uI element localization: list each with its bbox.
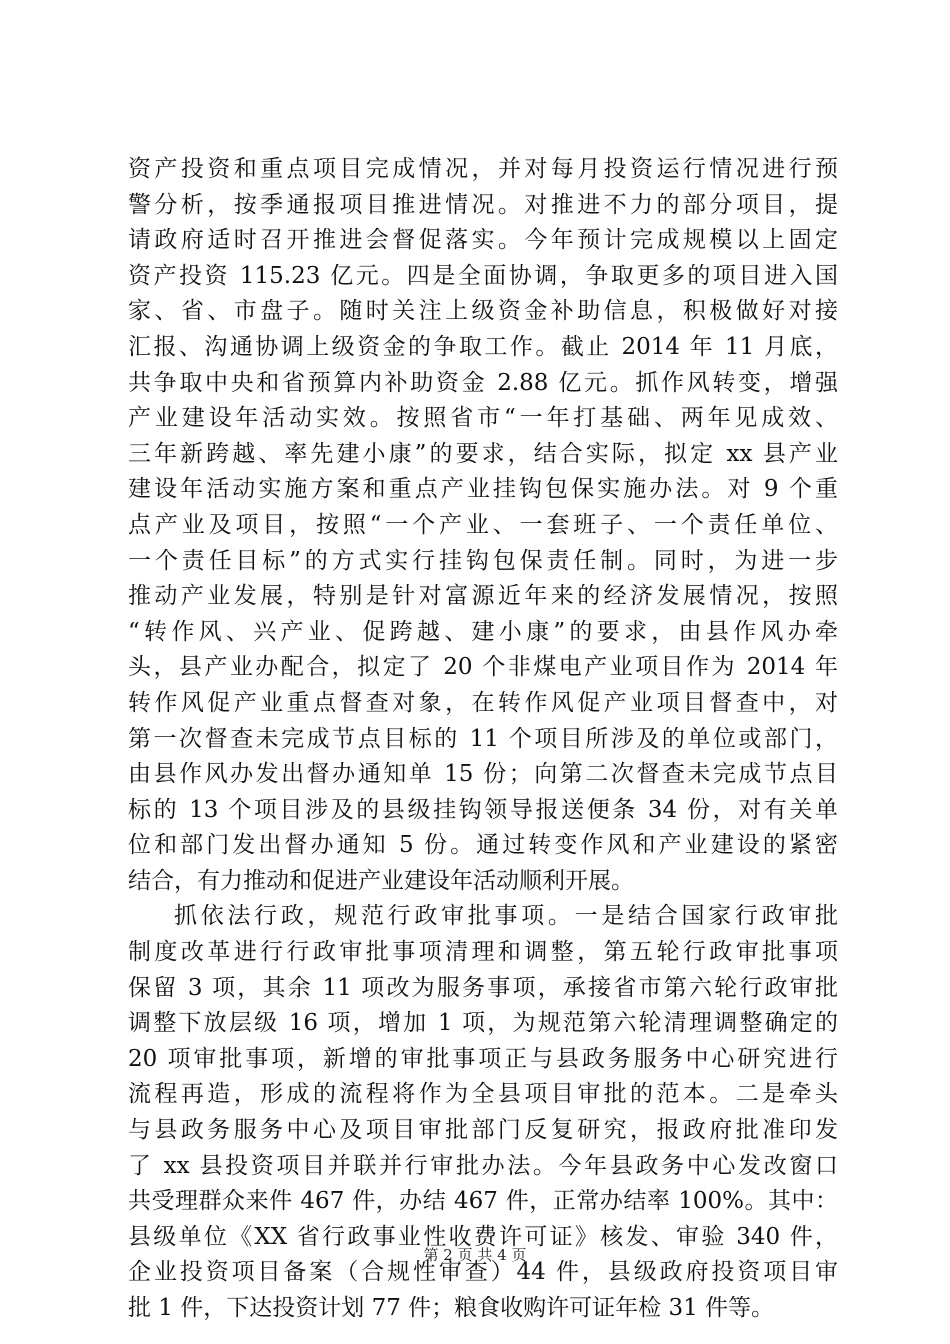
- text-line: 与县政务服务中心及项目审批部门反复研究，报政府批准印发: [128, 1117, 838, 1144]
- text-line: 家、省、市盘子。随时关注上级资金补助信息，积极做好对接: [128, 298, 838, 325]
- text-line: 点产业及项目，按照“一个产业、一套班子、一个责任单位、: [128, 511, 838, 538]
- text-line: 批 1 件，下达投资计划 77 件；粮食收购许可证年检 31 件等。: [128, 1295, 775, 1321]
- text-line: 位和部门发出督办通知 5 份。通过转变作风和产业建设的紧密: [128, 832, 838, 859]
- paragraph-1: [128, 152, 838, 899]
- text-line: 标的 13 个项目涉及的县级挂钩领导报送便条 34 份，对有关单: [128, 796, 838, 823]
- text-line: 请政府适时召开推进会督促落实。今年预计完成规模以上固定: [128, 227, 838, 254]
- text-line: 三年新跨越、率先建小康”的要求，结合实际，拟定 xx 县产业: [128, 440, 838, 467]
- text-line: “转作风、兴产业、促跨越、建小康”的要求，由县作风办牵: [128, 618, 838, 645]
- text-line: 产业建设年活动实效。按照省市“一年打基础、两年见成效、: [128, 405, 838, 432]
- body-text: [128, 152, 838, 1327]
- text-line: 结合，有力推动和促进产业建设年活动顺利开展。: [128, 867, 634, 894]
- text-line: 县级单位《XX 省行政事业性收费许可证》核发、审验 340 件，: [128, 1223, 838, 1250]
- text-line: 调整下放层级 16 项，增加 1 项，为规范第六轮清理调整确定的: [128, 1010, 838, 1037]
- text-line: 建设年活动实施方案和重点产业挂钩包保实施办法。对 9 个重: [128, 476, 838, 503]
- text-line: 抓依法行政，规范行政审批事项。一是结合国家行政审批: [174, 903, 838, 930]
- text-line: 汇报、沟通协调上级资金的争取工作。截止 2014 年 11 月底，: [128, 333, 838, 360]
- text-line: 第一次督查未完成节点目标的 11 个项目所涉及的单位或部门，: [128, 725, 838, 752]
- text-line: 推动产业发展，特别是针对富源近年来的经济发展情况，按照: [128, 583, 838, 610]
- text-line: 头，县产业办配合，拟定了 20 个非煤电产业项目作为 2014 年: [128, 654, 838, 681]
- text-line: 资产投资和重点项目完成情况，并对每月投资运行情况进行预: [128, 156, 838, 182]
- text-line: 共受理群众来件 467 件，办结 467 件，正常办结率 100%。其中：: [128, 1188, 838, 1215]
- text-line: 制度改革进行行政审批事项清理和调整，第五轮行政审批事项: [128, 939, 838, 966]
- text-line: 保留 3 项，其余 11 项改为服务事项，承接省市第六轮行政审批: [128, 974, 838, 1001]
- text-line: 一个责任目标”的方式实行挂钩包保责任制。同时，为进一步: [128, 547, 838, 574]
- text-line: 20 项审批事项，新增的审批事项正与县政务服务中心研究进行: [128, 1045, 838, 1072]
- text-line: 流程再造，形成的流程将作为全县项目审批的范本。二是牵头: [128, 1081, 838, 1108]
- text-line: 共争取中央和省预算内补助资金 2.88 亿元。抓作风转变，增强: [128, 369, 838, 396]
- text-line: 转作风促产业重点督查对象，在转作风促产业项目督查中，对: [128, 689, 838, 716]
- text-line: 由县作风办发出督办通知单 15 份；向第二次督查未完成节点目: [128, 761, 838, 788]
- text-line: 警分析，按季通报项目推进情况。对推进不力的部分项目，提: [128, 191, 838, 218]
- page-number: 第 2 页 共 4 页: [423, 1246, 527, 1264]
- text-line: 企业投资项目备案（合规性审查）44 件，县级政府投资项目审: [128, 1259, 838, 1286]
- text-line: 了 xx 县投资项目并联并行审批办法。今年县政务中心发改窗口: [128, 1152, 838, 1179]
- text-line: 资产投资 115.23 亿元。四是全面协调，争取更多的项目进入国: [128, 262, 838, 289]
